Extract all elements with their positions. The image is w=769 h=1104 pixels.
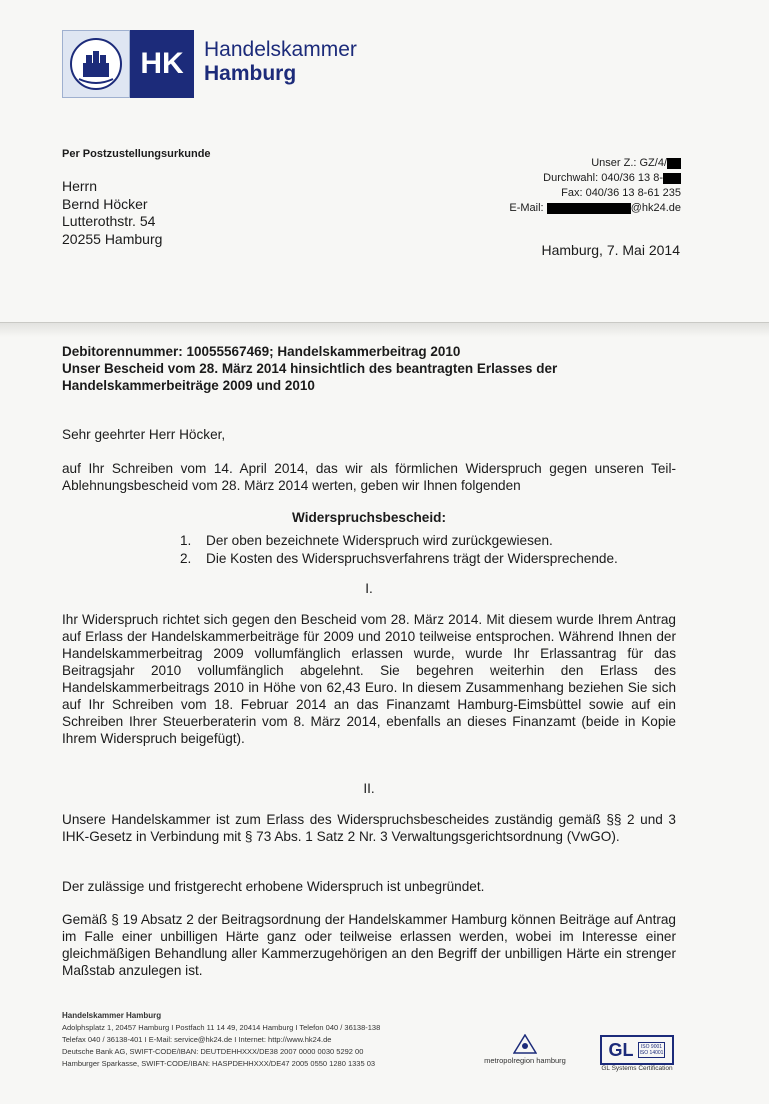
redaction xyxy=(663,173,681,184)
hk-logo xyxy=(62,30,357,98)
letter-date: Hamburg, 7. Mai 2014 xyxy=(541,242,680,258)
hk-letters: HK xyxy=(130,30,194,98)
section-1-heading: I. xyxy=(365,581,373,596)
list-item: 1. Der oben bezeichnete Widerspruch wird zurückgewiesen. xyxy=(180,533,553,548)
metropolregion-icon xyxy=(513,1034,537,1054)
gl-certification-logo: GL ISO 9001 ISO 14001 GL Systems Certification xyxy=(600,1035,674,1072)
decision-title: Widerspruchsbescheid: xyxy=(292,510,446,525)
org-name: Handelskammer Hamburg xyxy=(204,38,357,85)
section-2-paragraph-2: Der zulässige und fristgerecht erhobene Widerspruch ist unbegründet. xyxy=(62,879,485,894)
reference-line: Unser Z.: GZ/4/ xyxy=(509,156,681,171)
intro-paragraph: auf Ihr Schreiben vom 14. April 2014, das wir als förmlichen Widerspruch gegen unseren Teil-Ablehnungsbescheid vom 28. März 2014 werten, geben wir Ihnen folgenden xyxy=(62,461,676,493)
letter-footer: Handelskammer Hamburg Adolphsplatz 1, 20457 Hamburg I Postfach 11 14 49, 20414 Hamburg I Telefon 040 / 36138-138 Telefax 040 / 36138-401 I E-Mail: service@hk24.de I Internet: http://www.hk24.de Deutsche Bank AG, SWIFT-CODE/IBAN: DEUTDEHHXXX/DE38 2007 0000 0030 5292 00 Hamburger Sparkasse, SWIFT-CODE/IBAN: HASPDEHHXXX/DE47 2005 0550 1280 1335 03 xyxy=(62,1011,381,1068)
recipient-address: Herrn Bernd Höcker Lutterothstr. 54 20255 Hamburg xyxy=(62,178,163,247)
email-line: E-Mail: @hk24.de xyxy=(509,202,681,214)
paper-fold xyxy=(0,322,769,337)
delivery-note: Per Postzustellungsurkunde xyxy=(62,148,211,160)
salutation: Sehr geehrter Herr Höcker, xyxy=(62,427,226,442)
section-2-heading: II. xyxy=(363,781,375,796)
fax-line: Fax: 040/36 13 8-61 235 xyxy=(561,187,681,199)
metropolregion-logo: metropolregion hamburg xyxy=(470,1034,580,1065)
redaction xyxy=(547,203,631,214)
reference-block xyxy=(509,156,681,216)
list-item: 2. Die Kosten des Widerspruchsverfahrens trägt der Widersprechende. xyxy=(180,551,618,566)
direct-dial-line: Durchwahl: 040/36 13 8- xyxy=(509,171,681,186)
crest-icon xyxy=(62,30,130,98)
redaction xyxy=(667,158,681,169)
subject-block: Debitorennummer: 10055567469; Handelskammerbeitrag 2010 Unser Bescheid vom 28. März 2014 hinsichtlich des beantragten Erlasses der Handelskammerbeiträge 2009 und 2010 xyxy=(62,344,558,393)
section-1-paragraph: Ihr Widerspruch richtet sich gegen den Bescheid vom 28. März 2014. Mit diesem wurde Ihrem Antrag auf Erlass der Handelskammerbeiträge für 2009 und 2010 teilweise entsprochen. Während Ihnen der Handelskammerbeitrag 2009 vollumfänglich erlassen wurde, wurde Ihr Erlassantrag für das Beitragsjahr 2010 vollumfänglich abgelehnt. Sie begehren weiterhin den Erlass des Handelskammerbeitrags 2010 in Höhe von 62,43 Euro. In diesem Zusammenhang beziehen Sie sich auf Ihr Schreiben vom 18. Februar 2014 an das Finanzamt Hamburg-Eimsbüttel sowie auf ein Schreiben Ihrer Steuerberaterin vom 8. März 2014, ebenfalls an dieses Finanzamt (beide in Kopie Ihrem Widerspruch beigefügt). xyxy=(62,612,676,746)
section-2-paragraph-1: Unsere Handelskammer ist zum Erlass des Widerspruchsbescheides zuständig gemäß §§ 2 und 3 IHK-Gesetz in Verbindung mit § 73 Abs. 1 Satz 2 Nr. 3 Verwaltungsgerichtsordnung (VwGO). xyxy=(62,812,676,844)
decision-list xyxy=(180,532,618,568)
section-2-paragraph-3: Gemäß § 19 Absatz 2 der Beitragsordnung der Handelskammer Hamburg können Beiträge auf Antrag im Falle einer unbilligen Härte ganz oder teilweise erlassen werden, wobei im Interesse einer gleichmäßigen Behandlung aller Kammerzugehörigen an den Begriff der unbilligen Härte ein strenger Maßstab anzulegen ist. xyxy=(62,912,676,978)
